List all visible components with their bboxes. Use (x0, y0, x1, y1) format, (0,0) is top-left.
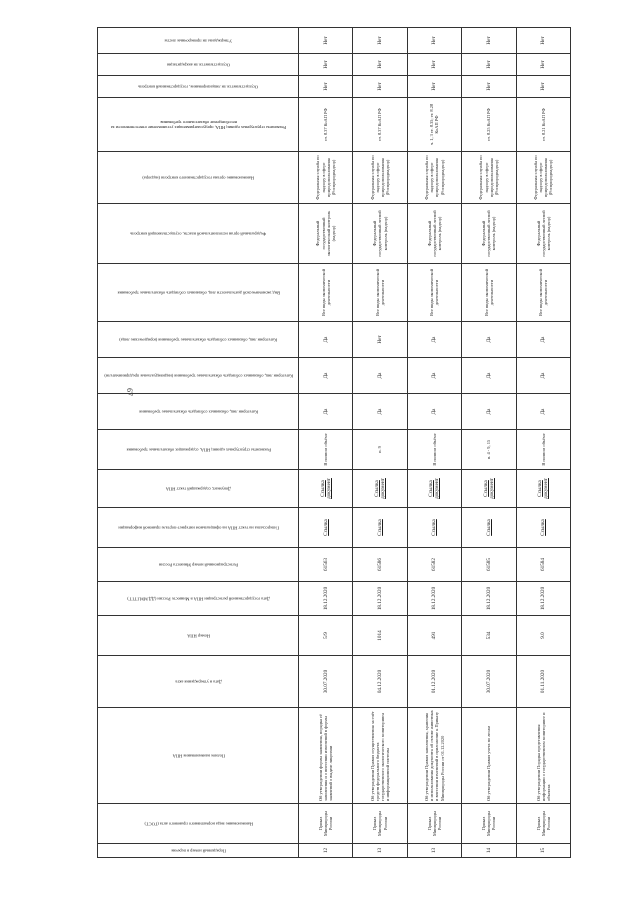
header-cell: Наименование органа государственного контроля (надзора) (98, 152, 299, 204)
header-cell: Категории лиц, обязанных соблюдать обязательные требования (индивидуальные предприниматели) (98, 358, 299, 394)
licensing-flag: Нет (516, 76, 570, 98)
table-row (299, 28, 353, 858)
liability-article: ст. 8.37 КоАП РФ (299, 98, 353, 152)
act-date: 04.12.2020 (353, 656, 407, 708)
header-cell: Реквизиты структурных единиц НПА, предусматривающих установление ответственности за несоблюдение обязательного требования (98, 98, 299, 152)
registration-date: 18.12.2020 (516, 582, 570, 616)
control-body: Федеральная служба по надзору в сфере природопользования (Росприроднадзор) (462, 152, 516, 204)
document-link[interactable]: Ссылка документ (353, 470, 407, 508)
registration-date: 18.12.2020 (299, 582, 353, 616)
licensing-flag: Нет (299, 76, 353, 98)
header-cell: Номер НПА (98, 616, 299, 656)
table-row (516, 28, 570, 858)
act-name: Об утверждении Правил учета по лесам (462, 708, 516, 804)
requirements-units: В полном объёме (299, 430, 353, 470)
requirements-units: В полном объёме (407, 430, 461, 470)
table-row (462, 28, 516, 858)
monitoring-flag: Нет (353, 322, 407, 358)
header-cell: Регистрационный номер Минюста России (98, 548, 299, 582)
act-date: 01.12.2020 (407, 656, 461, 708)
accreditation-flag: Нет (462, 54, 516, 76)
header-cell: Документ, содержащий текст НПА (98, 470, 299, 508)
act-date: 30.07.2020 (299, 656, 353, 708)
header-cell: Вид экономической деятельности лиц, обязанных соблюдать обязательные требования (98, 264, 299, 322)
header-cell: Реквизиты структурных единиц НПА, содержащих обязательные требования (98, 430, 299, 470)
accreditation-flag: Нет (353, 54, 407, 76)
persons-ip: Да (462, 394, 516, 430)
act-date: 30.07.2020 (462, 656, 516, 708)
monitoring-flag: Да (462, 322, 516, 358)
monitoring-flag: Да (299, 322, 353, 358)
registration-number: 61563 (299, 548, 353, 582)
control-body: Федеральная служба по надзору в сфере природопользования (Росприроднадзор) (353, 152, 407, 204)
act-number: 9.0 (516, 616, 570, 656)
registration-date: 18.12.2020 (353, 582, 407, 616)
persons-ip: Да (516, 394, 570, 430)
liability-article: ст. 8.25 КоАП РФ (462, 98, 516, 152)
row-number: 13 (353, 844, 407, 858)
document-link[interactable]: Ссылка документ (299, 470, 353, 508)
activity-type: Все виды экономической деятельности (462, 264, 516, 322)
row-number: 15 (516, 844, 570, 858)
control-body: Федеральная служба по надзору в сфере природопользования (Росприроднадзор) (516, 152, 570, 204)
control-body: Федеральная служба по надзору в сфере природопользования (Росприроднадзор) (407, 152, 461, 204)
act-name: Об утверждении Правил заполнения, хранения и использования документа об отлове животных и внесении изменений в приложение к Приказу Минприроды России от 01.12.2020 (407, 708, 461, 804)
page-number: 67 (125, 388, 134, 396)
portal-link[interactable]: Ссылка (353, 508, 407, 548)
act-name: Об утверждении формы заявления, порядка её заполнения и о внесении изменений в формы заявлений о выдаче лицензии (299, 708, 353, 804)
control-type: Федеральный государственный лесной контроль (надзор) (407, 204, 461, 264)
act-type: Приказ Минприроды России (353, 804, 407, 844)
checklist-flag: Нет (407, 28, 461, 54)
requirements-units: В полном объёме (516, 430, 570, 470)
control-body: Федеральная служба по надзору в сфере природопользования (Росприроднадзор) (299, 152, 353, 204)
header-cell: Гиперссылка на текст НПА на официальном интернет-портале правовой информации (98, 508, 299, 548)
portal-link[interactable]: Ссылка (516, 508, 570, 548)
registration-number: 61582 (407, 548, 461, 582)
portal-link[interactable]: Ссылка (462, 508, 516, 548)
header-cell: Дата государственной регистрации НПА в Минюсте России (ДД.ММ.ГГГГ) (98, 582, 299, 616)
portal-link[interactable]: Ссылка (407, 508, 461, 548)
checklist-flag: Нет (462, 28, 516, 54)
row-number: 13 (407, 844, 461, 858)
header-cell: Дата и утверждения акта (98, 656, 299, 708)
accreditation-flag: Нет (407, 54, 461, 76)
licensing-flag: Нет (462, 76, 516, 98)
control-type: Федеральный государственный экологический контроль (надзор) (299, 204, 353, 264)
act-date: 01.11.2020 (516, 656, 570, 708)
activity-type: Все виды экономической деятельности (407, 264, 461, 322)
requirements-units: п. 4 - 9, 15 (462, 430, 516, 470)
persons-ip: Да (407, 394, 461, 430)
checklist-flag: Нет (299, 28, 353, 54)
accreditation-flag: Нет (516, 54, 570, 76)
checklist-flag: Нет (516, 28, 570, 54)
activity-type: Все виды экономической деятельности (299, 264, 353, 322)
table-row (407, 28, 461, 858)
act-number: 5/9 (299, 616, 353, 656)
liability-article: ч. 1, 3 ст. 8.35; ст. 8.28 КоАП РФ (407, 98, 461, 152)
licensing-flag: Нет (353, 76, 407, 98)
row-number: 12 (299, 844, 353, 858)
header-cell: Утверждены ли проверочные листы (98, 28, 299, 54)
persons-ip: Да (353, 394, 407, 430)
header-cell: Осуществляется ли аккредитация (98, 54, 299, 76)
requirements-units: п. 9 (353, 430, 407, 470)
monitoring-flag: Да (516, 322, 570, 358)
act-type: Приказ Минприроды России (516, 804, 570, 844)
header-cell: Полное наименование НПА (98, 708, 299, 804)
persons-ul: Да (516, 358, 570, 394)
registration-number: 61584 (516, 548, 570, 582)
requirements-table (97, 27, 571, 858)
persons-ip: Да (299, 394, 353, 430)
liability-article: ст. 8.21 КоАП РФ (516, 98, 570, 152)
act-name: Об утверждении Правил осуществления за счёт средств федерального бюджета государственного экологического мониторинга и информационной системы (353, 708, 407, 804)
control-type: Федеральный государственный лесной контроль (надзор) (353, 204, 407, 264)
act-type: Приказ Минприроды России (407, 804, 461, 844)
liability-article: ст. 8.37 КоАП РФ (353, 98, 407, 152)
activity-type: Все виды экономической деятельности (353, 264, 407, 322)
registration-date: 18.12.2020 (407, 582, 461, 616)
header-cell: Федеральный орган исполнительной власти, осуществляющий контроль (98, 204, 299, 264)
row-number: 14 (462, 844, 516, 858)
table-header-row (98, 28, 299, 858)
act-number: 491 (407, 616, 461, 656)
header-cell: Порядковый номер в перечне (98, 844, 299, 858)
accreditation-flag: Нет (299, 54, 353, 76)
rotated-table-container (97, 36, 571, 858)
persons-ul: Да (299, 358, 353, 394)
persons-ul: Да (462, 358, 516, 394)
registration-date: 18.12.2020 (462, 582, 516, 616)
act-type: Приказ Минприроды России (462, 804, 516, 844)
header-cell: Категории лиц, обязанных соблюдать обязательные требования (юридические лица) (98, 322, 299, 358)
monitoring-flag: Да (407, 322, 461, 358)
table-row (353, 28, 407, 858)
document-link[interactable]: Ссылка документ (407, 470, 461, 508)
act-type: Приказ Минприроды России (299, 804, 353, 844)
header-cell: Наименование вида нормативного правового акта (ГОСТ) (98, 804, 299, 844)
activity-type: Все виды экономической деятельности (516, 264, 570, 322)
document-link[interactable]: Ссылка документ (516, 470, 570, 508)
act-name: Об утверждении Порядка представления информации о государственном мониторинге и объектах (516, 708, 570, 804)
portal-link[interactable]: Ссылка (299, 508, 353, 548)
document-link[interactable]: Ссылка документ (462, 470, 516, 508)
registration-number: 61585 (462, 548, 516, 582)
control-type: Федеральный государственный лесной контроль (надзор) (462, 204, 516, 264)
checklist-flag: Нет (353, 28, 407, 54)
header-cell: Категории лиц, обязанных соблюдать обязательные требования (98, 394, 299, 430)
registration-number: 61586 (353, 548, 407, 582)
act-number: 534 (462, 616, 516, 656)
licensing-flag: Нет (407, 76, 461, 98)
act-number: 1014 (353, 616, 407, 656)
persons-ul: Да (407, 358, 461, 394)
control-type: Федеральный государственный лесной контроль (надзор) (516, 204, 570, 264)
persons-ul: Да (353, 358, 407, 394)
header-cell: Осуществляется ли лицензирование, государственный контроль (98, 76, 299, 98)
